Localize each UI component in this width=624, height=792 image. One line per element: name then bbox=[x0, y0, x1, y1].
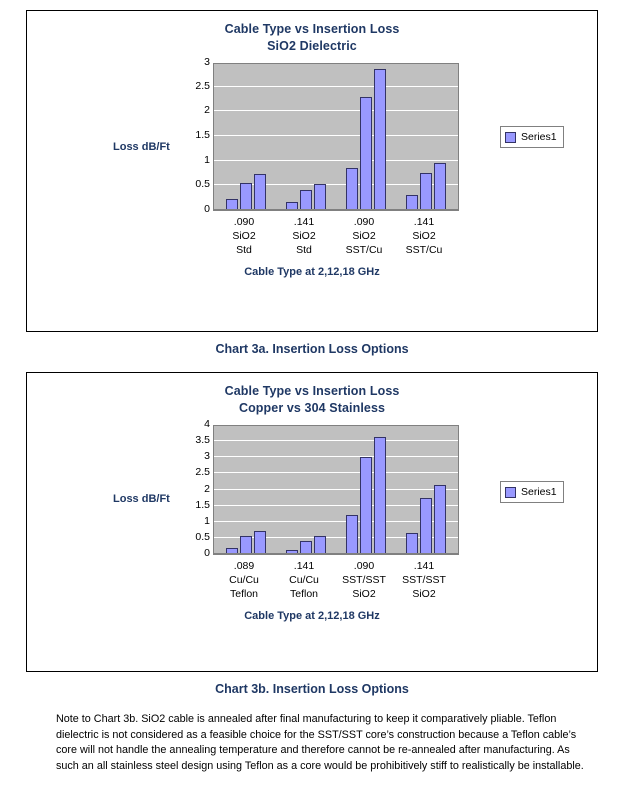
chart-3a-x-axis-title: Cable Type at 2,12,18 GHz bbox=[244, 266, 380, 278]
bar bbox=[434, 163, 446, 210]
bar bbox=[314, 184, 326, 210]
x-category-label-1: .089 Cu/Cu Teflon bbox=[229, 560, 259, 600]
y-tick-4: 2 bbox=[204, 104, 210, 117]
chart-3a-y-axis-label: Loss dB/Ft bbox=[113, 141, 170, 153]
y-tick-3: 1.5 bbox=[195, 129, 210, 141]
chart-3a-plot-area bbox=[27, 56, 597, 278]
bar bbox=[360, 97, 372, 210]
chart-3b-plot bbox=[195, 418, 459, 559]
bar bbox=[240, 536, 252, 554]
bar bbox=[346, 168, 358, 210]
x-category-label-3: .090 SiO2 SST/Cu bbox=[345, 216, 383, 256]
y-tick-2: 1 bbox=[204, 514, 210, 527]
chart-3a-legend bbox=[500, 126, 564, 148]
bar bbox=[420, 173, 432, 210]
bar bbox=[314, 536, 326, 554]
chart-3b-caption: Chart 3b. Insertion Loss Options bbox=[215, 682, 409, 696]
y-tick-1: 0.5 bbox=[195, 530, 210, 543]
chart-3b-y-axis-label: Loss dB/Ft bbox=[113, 493, 170, 505]
chart-3a-title-line1: Cable Type vs Insertion Loss bbox=[224, 22, 400, 36]
x-category-label-1: .090 SiO2 Std bbox=[232, 216, 256, 256]
chart-3a-bars bbox=[214, 64, 458, 210]
chart-3a-caption: Chart 3a. Insertion Loss Options bbox=[215, 342, 409, 356]
bar bbox=[406, 195, 418, 210]
x-axis-line bbox=[214, 553, 458, 554]
bar bbox=[346, 515, 358, 554]
legend-swatch-icon bbox=[505, 132, 516, 143]
y-tick-0: 0 bbox=[204, 547, 210, 559]
chart-3b-bars bbox=[214, 426, 458, 554]
y-tick-3: 1.5 bbox=[195, 498, 210, 511]
chart-3a-legend-label: Series1 bbox=[521, 131, 557, 143]
chart-3b-x-axis-title: Cable Type at 2,12,18 GHz bbox=[244, 610, 380, 622]
y-tick-7: 3.5 bbox=[195, 434, 210, 447]
bar bbox=[360, 457, 372, 554]
y-tick-6: 3 bbox=[204, 450, 210, 463]
x-axis-line bbox=[214, 209, 458, 210]
x-category-label-2: .141 Cu/Cu Teflon bbox=[289, 560, 319, 600]
chart-3a-container bbox=[26, 10, 598, 332]
bar bbox=[434, 485, 446, 554]
gridline bbox=[204, 56, 458, 68]
x-category-label-4: .141 SST/SST SiO2 bbox=[402, 560, 446, 600]
y-tick-8: 4 bbox=[204, 418, 210, 430]
bar bbox=[374, 437, 386, 554]
bar bbox=[420, 498, 432, 555]
chart-3a-title-line2: SiO2 Dielectric bbox=[267, 39, 357, 53]
chart-3b-title bbox=[27, 373, 597, 417]
chart-3a-plot bbox=[195, 56, 459, 215]
y-tick-0: 0 bbox=[204, 203, 210, 215]
y-tick-1: 0.5 bbox=[195, 178, 210, 191]
chart-3b-plot-area bbox=[27, 418, 597, 622]
bar bbox=[254, 531, 266, 554]
gridline bbox=[204, 418, 458, 430]
y-tick-6: 3 bbox=[204, 56, 210, 68]
chart-3b-legend bbox=[500, 481, 564, 503]
bar bbox=[406, 533, 418, 554]
bar bbox=[374, 69, 386, 211]
chart-3b-title-line1: Cable Type vs Insertion Loss bbox=[224, 384, 400, 398]
chart-3b-title-line2: Copper vs 304 Stainless bbox=[238, 401, 386, 415]
y-tick-2: 1 bbox=[204, 153, 210, 166]
y-tick-5: 2.5 bbox=[195, 79, 210, 92]
chart-3b-legend-label: Series1 bbox=[521, 486, 557, 498]
y-tick-5: 2.5 bbox=[195, 466, 210, 479]
x-category-label-2: .141 SiO2 Std bbox=[292, 216, 316, 256]
chart-3b-container bbox=[26, 372, 598, 672]
x-category-label-4: .141 SiO2 SST/Cu bbox=[405, 216, 443, 256]
chart-3b-note: Note to Chart 3b. SiO2 cable is annealed after final manufacturing to keep it comparatively pliable. Teflon dielectric is not considered as a feasible choice for the SST/SST core’s construction because a Teflon cable’s core will not handle the annealing temperature and therefore cannot be re-annealed after manufacturing. As such an all stainless steel design using Teflon as a core would be prohibitively stiff to realistically be installable. bbox=[56, 713, 584, 772]
bar bbox=[254, 174, 266, 210]
bar bbox=[300, 190, 312, 210]
bar bbox=[240, 183, 252, 210]
legend-swatch-icon bbox=[505, 487, 516, 498]
chart-3a-title bbox=[27, 11, 597, 55]
x-category-label-3: .090 SST/SST SiO2 bbox=[342, 560, 386, 600]
y-tick-4: 2 bbox=[204, 482, 210, 495]
